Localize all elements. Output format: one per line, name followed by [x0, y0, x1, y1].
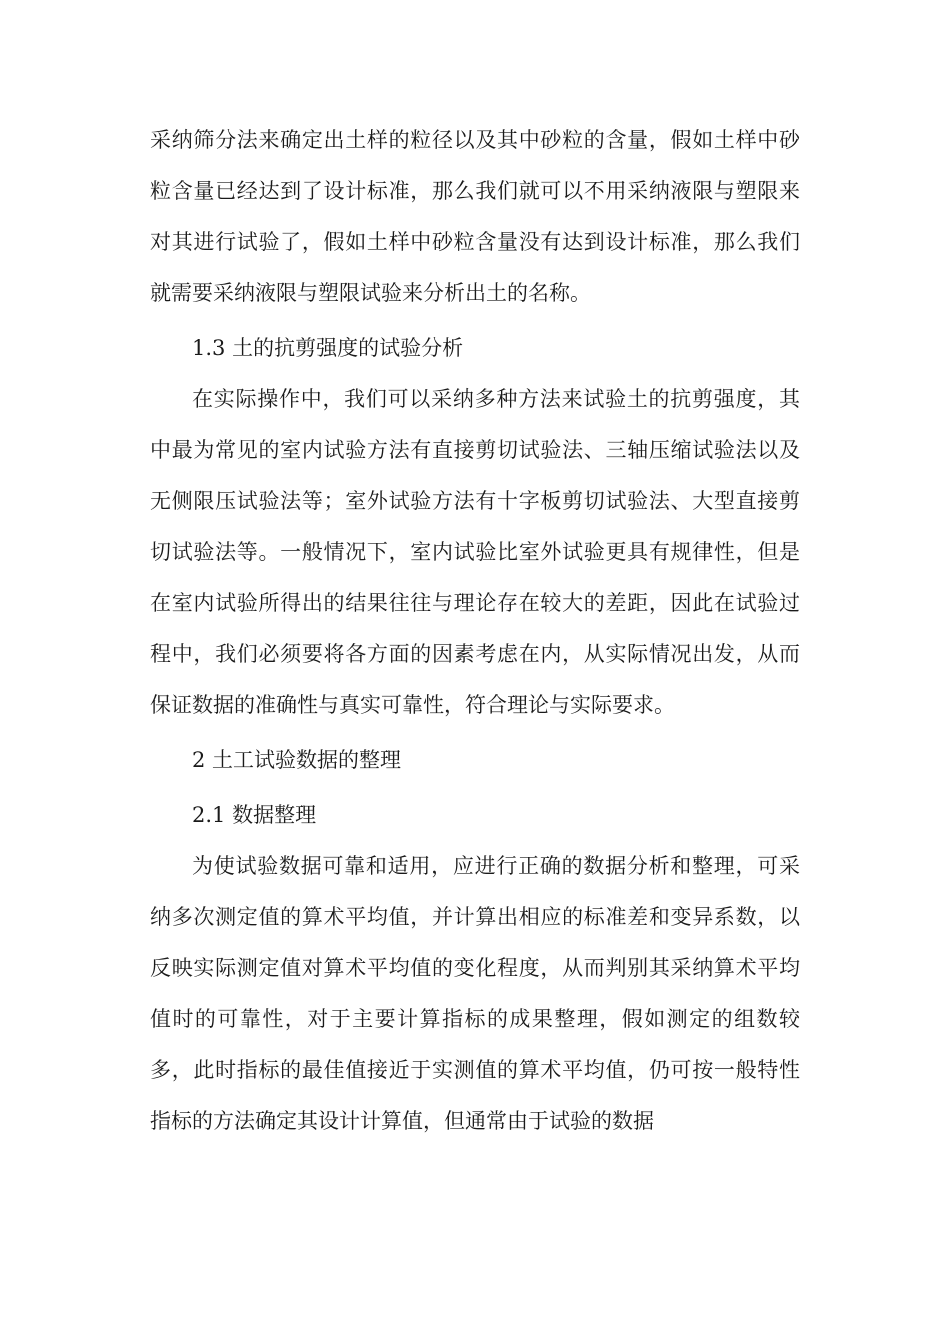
- section-heading-2-1: 2.1 数据整理: [192, 803, 317, 827]
- section-heading-1-3: 1.3 土的抗剪强度的试验分析: [192, 336, 464, 360]
- paragraph-shear-strength: 在实际操作中，我们可以采纳多种方法来试验土的抗剪强度，其中最为常见的室内试验方法有直接剪切试验法、三轴压缩试验法以及无侧限压试验法等；室外试验方法有十字板剪切试验法、大型直接剪切试验法等。一般情况下，室内试验比室外试验更具有规律性，但是在室内试验所得出的结果往往与理论存在较大的差距，因此在试验过程中，我们必须要将各方面的因素考虑在内，从实际情况出发，从而保证数据的准确性与真实可靠性，符合理论与实际要求。: [150, 387, 800, 717]
- paragraph-data-processing: 为使试验数据可靠和适用，应进行正确的数据分析和整理，可采纳多次测定值的算术平均值，并计算出相应的标准差和变异系数，以反映实际测定值对算术平均值的变化程度，从而判别其采纳算术平均值时的可靠性，对于主要计算指标的成果整理，假如测定的组数较多，此时指标的最佳值接近于实测值的算术平均值，仍可按一般特性指标的方法确定其设计计算值，但通常由于试验的数据: [150, 854, 800, 1133]
- paragraph-continued: 采纳筛分法来确定出土样的粒径以及其中砂粒的含量，假如土样中砂粒含量已经达到了设计标准，那么我们就可以不用采纳液限与塑限来对其进行试验了，假如土样中砂粒含量没有达到设计标准，那么我们就需要采纳液限与塑限试验来分析出土的名称。: [150, 128, 800, 305]
- document-body: [150, 115, 800, 1147]
- section-heading-2: 2 土工试验数据的整理: [192, 748, 402, 772]
